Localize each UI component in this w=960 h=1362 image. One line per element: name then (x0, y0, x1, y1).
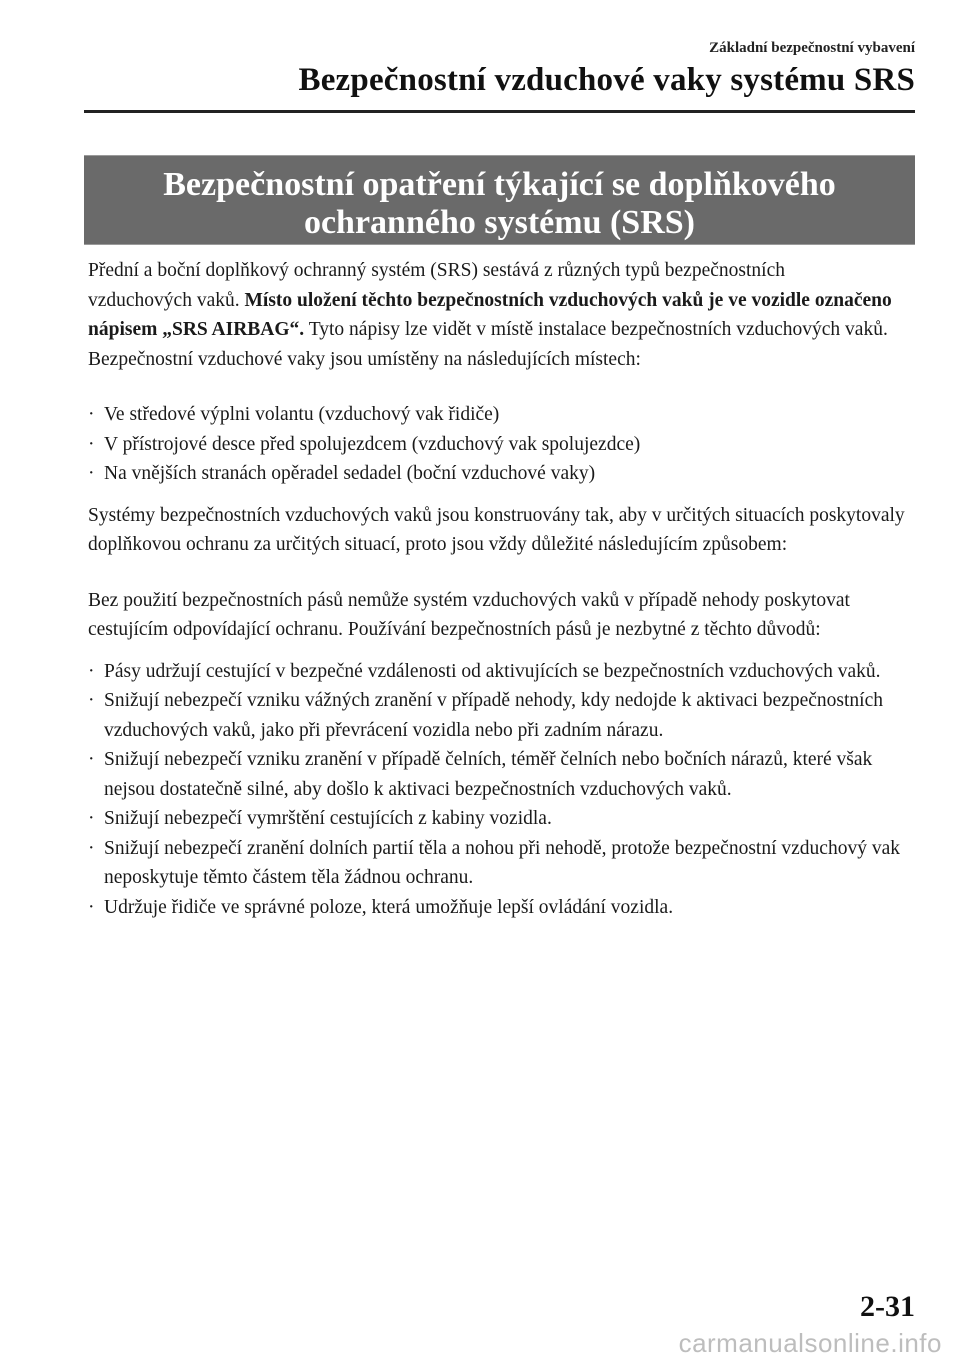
bullet-icon: · (88, 660, 95, 682)
seatbelt-reasons-list (88, 657, 918, 923)
intro-bold-text: Místo uložení těchto bezpečnostních vzduchových vaků je ve vozidle označeno nápisem „SRS AIRBAG“. (88, 289, 892, 340)
intro-text-continued: Tyto nápisy lze vidět v místě instalace bezpečnostních vzduchových vaků. (304, 319, 888, 340)
spacer (88, 645, 918, 657)
page-number: 2-31 (860, 1290, 915, 1323)
list-item (88, 834, 918, 893)
watermark: carmanualsonline.info (678, 1328, 942, 1358)
spacer (88, 489, 918, 501)
locations-intro: Bezpečnostní vzduchové vaky jsou umístěny na následujících místech: (88, 348, 641, 370)
bullet-icon: · (88, 690, 95, 711)
intro-line-1: Přední a boční doplňkový ochranný systém (SRS) sestává z různých typů bezpečnostních (88, 260, 785, 281)
page-content (88, 256, 918, 922)
list-item-text: Snižují nebezpečí zranění dolních partií těla a nohou při nehodě, protože bezpečnostní vzduchový vak neposkytuje těmto částem těla žádnou ochranu. (104, 837, 900, 888)
list-item-text: Pásy udržují cestující v bezpečné vzdálenosti od aktivujících se bezpečnostních vzduchových vaků. (104, 660, 881, 682)
list-item (88, 459, 918, 489)
list-item-text: Snižují nebezpečí vzniku zranění v případě čelních, téměř čelních nebo bočních nárazů, které však nejsou dostatečně silné, aby došlo k aktivaci bezpečnostních vzduchových vaků. (104, 749, 873, 800)
systems-paragraph: Systémy bezpečnostních vzduchových vaků jsou konstruovány tak, aby v určitých situacích poskytovaly doplňkovou ochranu za určitých situací, proto jsou vždy důležité následujícím způsobem: (88, 504, 905, 555)
list-item-text: V přístrojové desce před spolujezdcem (vzduchový vak spolujezdce) (104, 433, 641, 455)
running-header-title: Bezpečnostní vzduchové vaky systému SRS (298, 62, 915, 98)
list-item-text: Snižují nebezpečí vzniku vážných zranění v případě nehody, kdy nedojde k aktivaci bezpečnostních vzduchových vaků, jako při převrácení vozidla nebo při zadním nárazu. (104, 690, 883, 741)
list-item-text: Na vnějších stranách opěradel sedadel (boční vzduchové vaky) (104, 463, 596, 484)
bullet-icon: · (88, 404, 95, 425)
intro-paragraph (88, 256, 918, 345)
bullet-icon: · (88, 808, 95, 829)
section-title-line-2: ochranného systému (SRS) (303, 204, 696, 241)
list-item (88, 804, 918, 834)
header-rule (84, 110, 915, 113)
intro-text: vzduchových vaků. (88, 289, 245, 311)
list-item (88, 686, 918, 745)
section-banner (84, 155, 915, 245)
bullet-icon: · (88, 463, 95, 484)
bullet-icon: · (88, 749, 95, 770)
list-item-text: Udržuje řidiče ve správné poloze, která umožňuje lepší ovládání vozidla. (104, 896, 674, 918)
list-item (88, 430, 918, 460)
list-item (88, 893, 918, 923)
belts-paragraph: Bez použití bezpečnostních pásů nemůže systém vzduchových vaků v případě nehody poskytovat cestujícím odpovídající ochranu. Používání bezpečnostních pásů je nezbytné z těchto důvodů: (88, 589, 850, 640)
list-item (88, 400, 918, 430)
bullet-icon: · (88, 837, 95, 859)
spacer (88, 560, 918, 586)
list-item-text: Snižují nebezpečí vymrštění cestujících z kabiny vozidla. (104, 808, 552, 829)
running-header-subtitle: Základní bezpečnostní vybavení (709, 40, 915, 56)
section-title (84, 156, 915, 242)
section-title-line-1: Bezpečnostní opatření týkající se doplňkového (163, 166, 836, 203)
airbag-locations-list (88, 400, 918, 489)
list-item (88, 745, 918, 804)
bullet-icon: · (88, 433, 95, 455)
list-item-text: Ve středové výplni volantu (vzduchový vak řidiče) (104, 404, 500, 425)
bullet-icon: · (88, 896, 95, 918)
spacer (88, 374, 918, 400)
list-item (88, 657, 918, 687)
